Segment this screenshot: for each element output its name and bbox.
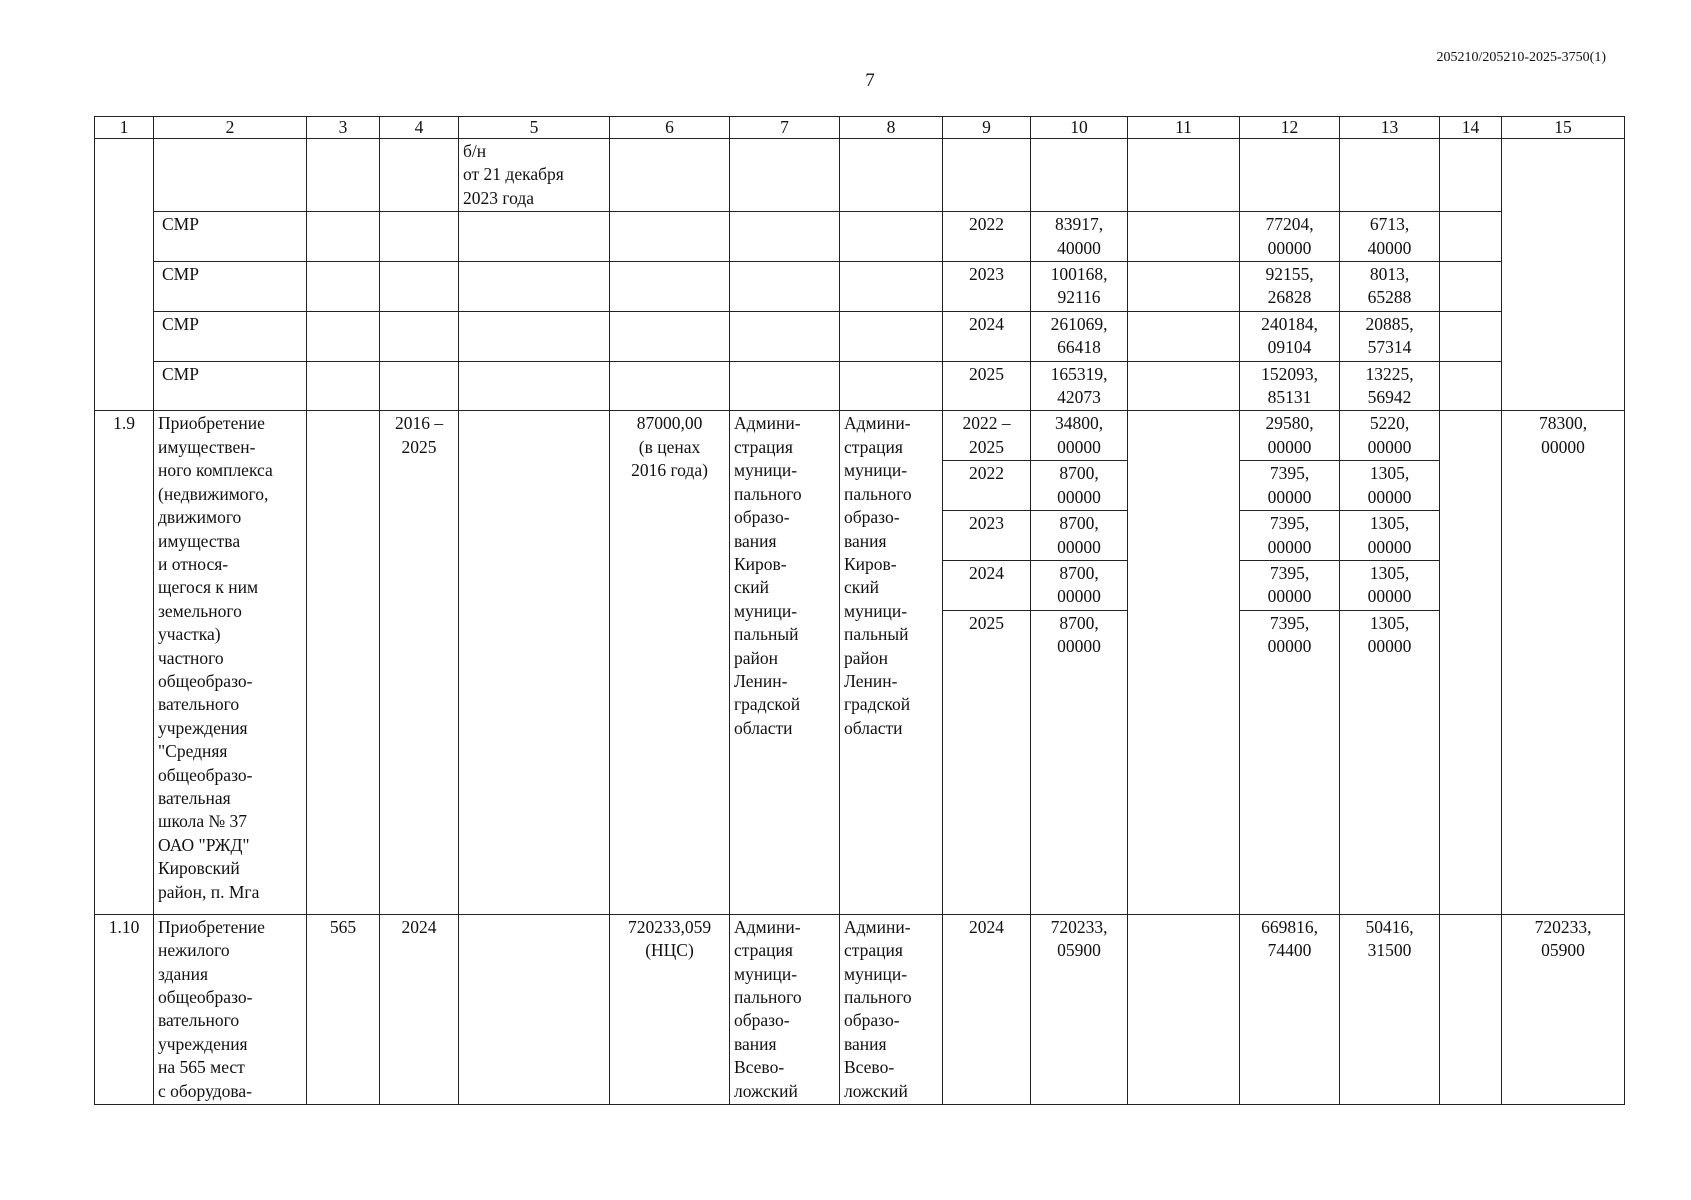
col-header: 12 bbox=[1240, 117, 1340, 139]
cell-empty bbox=[1031, 139, 1128, 212]
cell-empty bbox=[1440, 139, 1502, 212]
item-number: 1.9 bbox=[95, 411, 154, 914]
amount-local: 13225, 56942 bbox=[1340, 361, 1440, 411]
cell-empty bbox=[1502, 139, 1625, 411]
year-cell: 2024 bbox=[943, 311, 1031, 361]
amount-local: 1305, 00000 bbox=[1340, 610, 1440, 914]
amount-local: 6713, 40000 bbox=[1340, 212, 1440, 262]
cell-empty bbox=[459, 311, 610, 361]
cell-empty bbox=[307, 411, 380, 914]
cell-empty bbox=[840, 361, 943, 411]
cell-empty bbox=[730, 311, 840, 361]
cell-empty bbox=[730, 262, 840, 312]
amount-total: 34800, 00000 bbox=[1031, 411, 1128, 461]
cell-empty bbox=[610, 139, 730, 212]
cell-empty bbox=[1440, 311, 1502, 361]
col-header: 3 bbox=[307, 117, 380, 139]
cell-empty bbox=[610, 361, 730, 411]
table-row bbox=[95, 361, 1625, 411]
amount-regional: 77204, 00000 bbox=[1240, 212, 1340, 262]
table-row bbox=[95, 914, 1625, 1104]
col-header: 1 bbox=[95, 117, 154, 139]
smr-label: СМР bbox=[154, 212, 307, 262]
cell-empty bbox=[1128, 411, 1240, 914]
item-period: 2024 bbox=[380, 914, 459, 1104]
cell-empty bbox=[840, 262, 943, 312]
amount-total: 8700, 00000 bbox=[1031, 511, 1128, 561]
cell-empty bbox=[307, 262, 380, 312]
cell-empty bbox=[730, 361, 840, 411]
year-cell: 2025 bbox=[943, 361, 1031, 411]
year-cell: 2023 bbox=[943, 511, 1031, 561]
cell-empty bbox=[459, 411, 610, 914]
amount-regional: 7395, 00000 bbox=[1240, 610, 1340, 914]
budget-table bbox=[94, 116, 1625, 1105]
item-number: 1.10 bbox=[95, 914, 154, 1104]
cell-empty bbox=[1128, 311, 1240, 361]
item-capacity: 565 bbox=[307, 914, 380, 1104]
cell-empty bbox=[610, 262, 730, 312]
amount-local: 1305, 00000 bbox=[1340, 511, 1440, 561]
cell-empty bbox=[943, 139, 1031, 212]
page-number: 7 bbox=[865, 70, 875, 91]
col-header: 7 bbox=[730, 117, 840, 139]
smr-label: СМР bbox=[154, 361, 307, 411]
year-cell: 2025 bbox=[943, 610, 1031, 914]
cell-empty bbox=[1440, 361, 1502, 411]
cell-empty bbox=[307, 139, 380, 212]
amount-regional: 669816, 74400 bbox=[1240, 914, 1340, 1104]
smr-label: СМР bbox=[154, 262, 307, 312]
cell-empty bbox=[380, 139, 459, 212]
cell-empty bbox=[1128, 262, 1240, 312]
cell-empty bbox=[1128, 914, 1240, 1104]
amount-local: 8013, 65288 bbox=[1340, 262, 1440, 312]
table-row bbox=[95, 411, 1625, 461]
item-cost: 87000,00 (в ценах 2016 года) bbox=[610, 411, 730, 914]
item-customer: Админи- страция муници- пального образо- вания Всево- ложский bbox=[730, 914, 840, 1104]
amount-local: 5220, 00000 bbox=[1340, 411, 1440, 461]
item-developer: Админи- страция муници- пального образо- вания Всево- ложский bbox=[840, 914, 943, 1104]
cell-empty bbox=[610, 311, 730, 361]
amount-regional: 7395, 00000 bbox=[1240, 560, 1340, 610]
cell-empty bbox=[380, 361, 459, 411]
cell-empty bbox=[380, 212, 459, 262]
cell-empty bbox=[459, 262, 610, 312]
cell-empty bbox=[154, 139, 307, 212]
cell-empty bbox=[840, 311, 943, 361]
col-header: 6 bbox=[610, 117, 730, 139]
amount-local: 20885, 57314 bbox=[1340, 311, 1440, 361]
cell-empty bbox=[610, 212, 730, 262]
col-header: 11 bbox=[1128, 117, 1240, 139]
amount-total: 100168, 92116 bbox=[1031, 262, 1128, 312]
continuation-row bbox=[95, 139, 1625, 212]
amount-total: 261069, 66418 bbox=[1031, 311, 1128, 361]
cell-empty bbox=[730, 139, 840, 212]
col-header: 8 bbox=[840, 117, 943, 139]
item-name: Приобретение нежилого здания общеобразо- вательного учреждения на 565 мест с оборудова- bbox=[154, 914, 307, 1104]
col-header: 14 bbox=[1440, 117, 1502, 139]
amount-regional: 152093, 85131 bbox=[1240, 361, 1340, 411]
col-header: 4 bbox=[380, 117, 459, 139]
year-cell: 2023 bbox=[943, 262, 1031, 312]
item-cost: 720233,059 (НЦС) bbox=[610, 914, 730, 1104]
amount-regional: 7395, 00000 bbox=[1240, 511, 1340, 561]
amount-total: 720233, 05900 bbox=[1031, 914, 1128, 1104]
cell-empty bbox=[1128, 361, 1240, 411]
table-row bbox=[95, 311, 1625, 361]
year-cell: 2022 – 2025 bbox=[943, 411, 1031, 461]
cell-empty bbox=[1340, 139, 1440, 212]
document-id: 205210/205210-2025-3750(1) bbox=[1436, 50, 1606, 65]
amount-total: 83917, 40000 bbox=[1031, 212, 1128, 262]
year-cell: 2024 bbox=[943, 914, 1031, 1104]
contract-ref: б/н от 21 декабря 2023 года bbox=[459, 139, 610, 212]
cell-empty bbox=[1440, 411, 1502, 914]
item-developer: Админи- страция муници- пального образо- вания Киров- ский муници- пальный район Ленин- градской области bbox=[840, 411, 943, 914]
col-header: 9 bbox=[943, 117, 1031, 139]
amount-total: 8700, 00000 bbox=[1031, 461, 1128, 511]
col-header: 13 bbox=[1340, 117, 1440, 139]
cell-empty bbox=[1440, 914, 1502, 1104]
cell-empty bbox=[840, 212, 943, 262]
cell-empty bbox=[307, 212, 380, 262]
cell-empty bbox=[459, 361, 610, 411]
amount-regional: 7395, 00000 bbox=[1240, 461, 1340, 511]
amount-total: 8700, 00000 bbox=[1031, 610, 1128, 914]
cell-empty bbox=[380, 311, 459, 361]
year-cell: 2022 bbox=[943, 461, 1031, 511]
year-cell: 2022 bbox=[943, 212, 1031, 262]
column-header-row bbox=[95, 117, 1625, 139]
cell-empty bbox=[1128, 212, 1240, 262]
cell-empty bbox=[840, 139, 943, 212]
item-col15: 78300, 00000 bbox=[1502, 411, 1625, 914]
table-row bbox=[95, 262, 1625, 312]
item-period: 2016 – 2025 bbox=[380, 411, 459, 914]
cell-empty bbox=[307, 361, 380, 411]
year-cell: 2024 bbox=[943, 560, 1031, 610]
amount-local: 50416, 31500 bbox=[1340, 914, 1440, 1104]
col-header: 10 bbox=[1031, 117, 1128, 139]
item-col15: 720233, 05900 bbox=[1502, 914, 1625, 1104]
cell-empty bbox=[1240, 139, 1340, 212]
cell-empty bbox=[380, 262, 459, 312]
amount-local: 1305, 00000 bbox=[1340, 461, 1440, 511]
amount-total: 165319, 42073 bbox=[1031, 361, 1128, 411]
cell-empty bbox=[459, 914, 610, 1104]
cell-empty bbox=[307, 311, 380, 361]
col-header: 2 bbox=[154, 117, 307, 139]
cell-empty bbox=[1440, 212, 1502, 262]
item-customer: Админи- страция муници- пального образо- вания Киров- ский муници- пальный район Ленин- градской области bbox=[730, 411, 840, 914]
amount-regional: 240184, 09104 bbox=[1240, 311, 1340, 361]
cell-empty bbox=[1440, 262, 1502, 312]
smr-label: СМР bbox=[154, 311, 307, 361]
cell-empty bbox=[95, 139, 154, 411]
col-header: 15 bbox=[1502, 117, 1625, 139]
amount-regional: 92155, 26828 bbox=[1240, 262, 1340, 312]
item-name: Приобретение имуществен- ного комплекса (недвижимого, движимого имущества и относя- щегося к ним земельного участка) частного общеобразо- вательного учреждения "Средняя общеобразо- вательная школа № 37 ОАО "РЖД" Кировский район, п. Мга bbox=[154, 411, 307, 914]
col-header: 5 bbox=[459, 117, 610, 139]
table-row bbox=[95, 212, 1625, 262]
cell-empty bbox=[730, 212, 840, 262]
amount-regional: 29580, 00000 bbox=[1240, 411, 1340, 461]
amount-local: 1305, 00000 bbox=[1340, 560, 1440, 610]
cell-empty bbox=[459, 212, 610, 262]
cell-empty bbox=[1128, 139, 1240, 212]
amount-total: 8700, 00000 bbox=[1031, 560, 1128, 610]
